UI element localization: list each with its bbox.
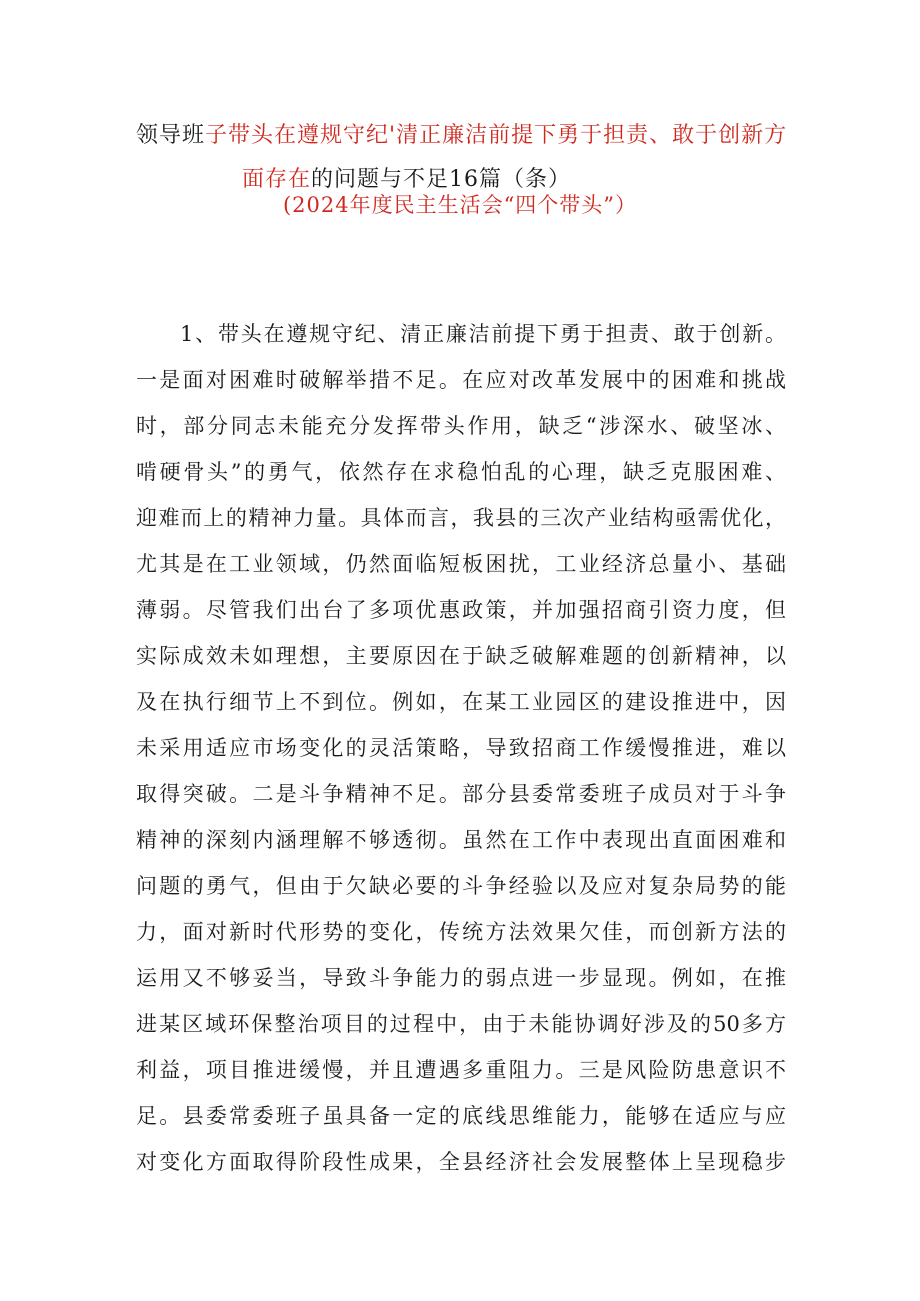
body-line: 利益，项目推进缓慢，并且遭遇多重阻力。三是风险防患意识不 [136, 1058, 786, 1082]
title-line-1-black-text: 领导班 [136, 123, 206, 148]
title-line-1-red-text: 子带头在遵规守纪'清正廉洁前提下勇于担责、敢于创新方 [205, 123, 788, 148]
body-line: 问题的勇气，但由于欠缺必要的斗争经验以及应对复杂局势的能 [136, 874, 786, 898]
title-line-2-red-text: 面存在 [242, 167, 312, 192]
body-line: 力，面对新时代形势的变化，传统方法效果欠佳，而创新方法的 [136, 920, 786, 944]
body-line: 未采用适应市场变化的灵活策略，导致招商工作缓慢推进，难以 [136, 736, 786, 760]
body-line: 薄弱。尽管我们出台了多项优惠政策，并加强招商引资力度，但 [136, 598, 786, 622]
body-line: 足。县委常委班子虽具备一定的底线思维能力，能够在适应与应 [136, 1104, 786, 1128]
body-line: 精神的深刻内涵理解不够透彻。虽然在工作中表现出直面困难和 [136, 828, 786, 852]
body-line: 及在执行细节上不到位。例如，在某工业园区的建设推进中，因 [136, 690, 786, 714]
title-line-2-black-text: 的问题与不足16篇（条） [311, 167, 572, 192]
body-line: 时，部分同志未能充分发挥带头作用，缺乏“涉深水、破坚冰、 [136, 414, 786, 438]
document-title-line-1 [136, 118, 787, 149]
body-line: 实际成效未如理想，主要原因在于缺乏破解难题的创新精神，以 [136, 644, 786, 668]
body-line: 运用又不够妥当，导致斗争能力的弱点进一步显现。例如，在推 [136, 966, 786, 990]
body-line: 对变化方面取得阶段性成果，全县经济社会发展整体上呈现稳步 [136, 1150, 786, 1174]
body-line: 进某区域环保整治项目的过程中，由于未能协调好涉及的50多方 [136, 1012, 786, 1036]
body-line: 迎难而上的精神力量。具体而言，我县的三次产业结构亟需优化， [136, 506, 786, 530]
body-line: 1、带头在遵规守纪、清正廉洁前提下勇于担责、敢于创新。 [180, 322, 786, 346]
body-line: 取得突破。二是斗争精神不足。部分县委常委班子成员对于斗争 [136, 782, 786, 806]
body-line: 啃硬骨头”的勇气，依然存在求稳怕乱的心理，缺乏克服困难、 [136, 460, 786, 484]
body-line: 尤其是在工业领域，仍然面临短板困扰，工业经济总量小、基础 [136, 552, 786, 576]
document-subtitle: (2024年度民主生活会“四个带头”） [282, 193, 638, 217]
body-line: 一是面对困难时破解举措不足。在应对改革发展中的困难和挑战 [136, 368, 786, 392]
